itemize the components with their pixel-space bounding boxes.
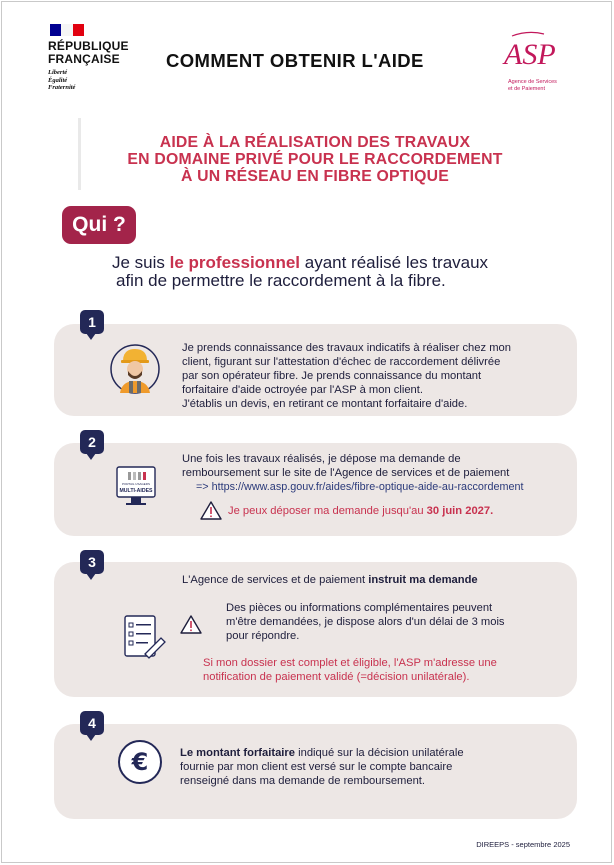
step-2-line2: remboursement sur le site de l'Agence de services et de paiement [182, 467, 510, 479]
step-3-red-line1: Si mon dossier est complet et éligible, l'ASP m'adresse une [203, 657, 497, 669]
asp-agency-name [508, 79, 578, 92]
step-2-deadline-warning [200, 501, 493, 520]
intro-text [112, 254, 488, 290]
worker-icon [110, 341, 160, 397]
step-3-docs-text [226, 601, 505, 643]
step-1-line2: client, figurant sur l'attestation d'échec de raccordement délivrée [182, 356, 501, 368]
intro-highlight: le professionnel [169, 253, 301, 272]
asp-line2: et de Paiement [508, 85, 545, 92]
asp-logo [500, 28, 578, 92]
motto-egalite: Égalité [48, 76, 68, 84]
step-3-notification-text [203, 656, 497, 684]
subtitle-line3: À UN RÉSEAU EN FIBRE OPTIQUE [180, 168, 450, 185]
qui-label: Qui ? [62, 206, 136, 244]
step-1-line1: Je prends connaissance des travaux indicatifs à réaliser chez mon [182, 342, 511, 354]
subtitle-line2: EN DOMAINE PRIVÉ POUR LE RACCORDEMENT [127, 151, 503, 168]
intro-pre: Je suis [112, 253, 170, 272]
step-3-intro [182, 573, 478, 587]
step-4-line1-rest: indiqué sur la décision unilatérale [295, 747, 464, 759]
computer-portal-icon [116, 466, 156, 510]
republic-line1: RÉPUBLIQUE [48, 39, 129, 53]
step-3-line-pre: L'Agence de services et de paiement [182, 574, 369, 586]
portal-screen-label: MULTI-AIDES [119, 488, 153, 494]
step-1-line3: par son opérateur fibre. Je prends connaissance du montant [182, 370, 482, 382]
deadline-text: Je peux déposer ma demande jusqu'au [228, 504, 427, 517]
step-1-line5: J'établis un devis, en retirant ce montant forfaitaire d'aide. [182, 398, 468, 410]
step-3-red-line2: notification de paiement validé (=décision unilatérale). [203, 671, 470, 683]
step-3-docs-line1: Des pièces ou informations complémentaires peuvent [226, 602, 493, 614]
step-1-text [182, 341, 511, 411]
motto-fraternite: Fraternité [48, 84, 76, 91]
republic-line2: FRANÇAISE [48, 51, 120, 66]
warning-icon [200, 501, 222, 520]
french-flag-icon [50, 24, 84, 36]
step-3-docs-line3: pour répondre. [226, 630, 300, 642]
republique-francaise-logo [48, 24, 148, 92]
intro-post: ayant réalisé les travaux [300, 253, 489, 272]
footer-credit: DIREEPS - septembre 2025 [476, 840, 570, 849]
step-2-badge: 2 [80, 430, 104, 454]
step-2-text [182, 452, 523, 494]
portal-screen-top-text: PORTAIL USAGERS [122, 482, 150, 486]
warning-icon [180, 615, 202, 634]
republique-francaise-name [48, 40, 148, 65]
document-form-icon [123, 614, 167, 660]
step-4-line3: renseigné dans ma demande de remboursement. [180, 775, 426, 787]
republic-motto [48, 69, 148, 92]
step-4-text [180, 746, 464, 788]
euro-icon [117, 739, 163, 785]
subtitle-line1: AIDE À LA RÉALISATION DES TRAVAUX [159, 134, 471, 151]
asp-aide-link[interactable]: => https://www.asp.gouv.fr/aides/fibre-optique-aide-au-raccordement [196, 481, 524, 493]
motto-liberte: Liberté [48, 69, 68, 76]
page-title: COMMENT OBTENIR L'AIDE [166, 50, 424, 71]
asp-logo-letters: ASP [504, 38, 556, 71]
deadline-date: 30 juin 2027. [426, 504, 494, 517]
asp-line1: Agence de Services [508, 79, 557, 85]
euro-symbol: € [131, 748, 149, 776]
step-1-badge: 1 [80, 310, 104, 334]
asp-logo-mark-icon [500, 28, 562, 74]
step-3-badge: 3 [80, 550, 104, 574]
step-3-docs-line2: m'être demandées, je dispose alors d'un délai de 3 mois [226, 616, 505, 628]
subtitle [80, 134, 550, 185]
step-1-line4: forfaitaire d'aide octroyée par l'ASP à mon client. [182, 384, 423, 396]
step-3-line-bold: instruit ma demande [368, 574, 478, 586]
step-4-line2: fournie par mon client est versé sur le compte bancaire [180, 761, 453, 773]
step-2-line1: Une fois les travaux réalisés, je dépose ma demande de [182, 453, 461, 465]
step-4-bold: Le montant forfaitaire [180, 747, 295, 759]
intro-line2: afin de permettre le raccordement à la fibre. [116, 271, 446, 290]
step-4-badge: 4 [80, 711, 104, 735]
